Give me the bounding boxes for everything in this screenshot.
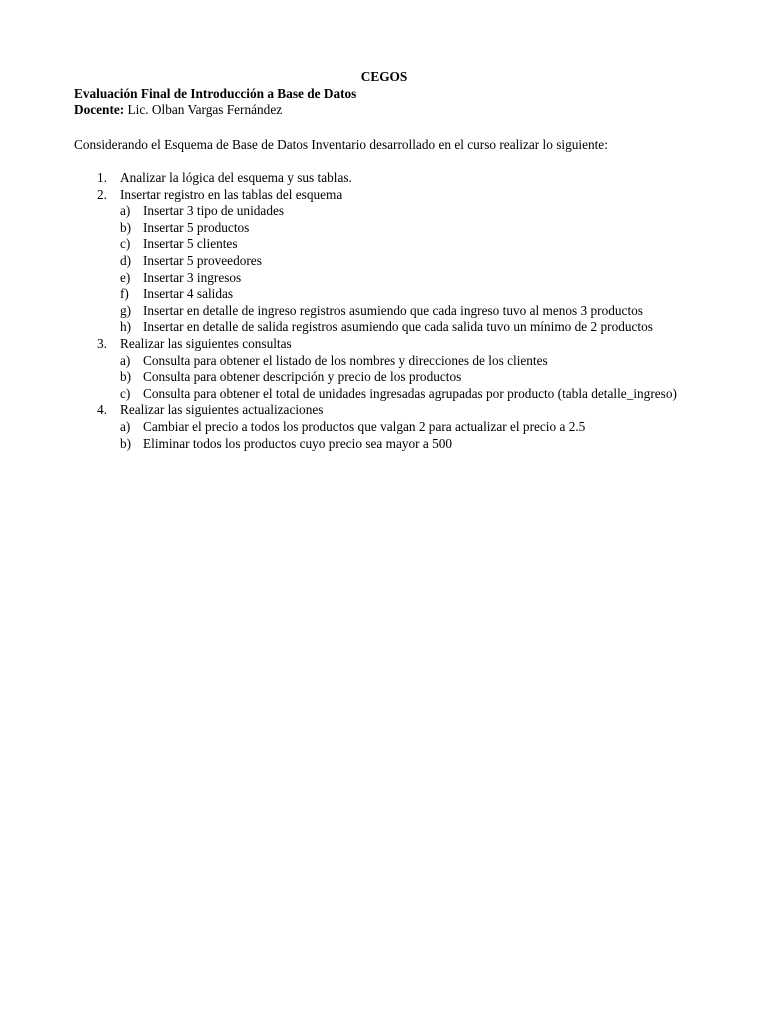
task-list [74,170,694,452]
subtask-text: Insertar 3 tipo de unidades [143,203,285,219]
subtask-item [120,203,694,220]
task-text: Analizar la lógica del esquema y sus tablas. [120,170,352,185]
subtask-item [120,436,694,453]
document-title: Evaluación Final de Introducción a Base de Datos [74,85,357,101]
document-header [74,69,694,119]
subtask-item [120,386,694,403]
subtask-list [120,353,694,403]
subtask-item [120,419,694,436]
subtask-letter: d) [120,252,132,268]
task-item [74,402,694,452]
subtask-letter: b) [120,435,132,451]
subtask-letter: e) [120,269,131,285]
subtask-list [120,419,694,452]
subtask-letter: f) [120,286,129,302]
subtask-letter: a) [120,203,131,219]
task-text: Insertar registro en las tablas del esquema [120,186,343,202]
subtask-letter: a) [120,352,131,368]
subtask-letter: g) [120,302,132,318]
subtask-item [120,353,694,370]
task-number: 2. [97,186,107,202]
task-text: Realizar las siguientes actualizaciones [120,402,324,418]
subtask-item [120,220,694,237]
subtask-letter: b) [120,219,132,235]
subtask-item [120,319,694,336]
subtask-item [120,303,694,320]
subtask-text: Insertar 5 clientes [143,236,238,252]
task-item [74,336,694,402]
subtask-text: Consulta para obtener descripción y precio de los productos [143,369,462,385]
subtask-list [120,203,694,336]
subtask-letter: a) [120,418,131,434]
teacher-name: Lic. Olban Vargas Fernández [124,102,283,118]
task-number: 3. [97,335,107,351]
subtask-text: Insertar 3 ingresos [143,269,242,285]
subtask-letter: h) [120,319,132,335]
subtask-text: Insertar 5 productos [143,219,250,235]
subtask-text: Consulta para obtener el listado de los nombres y direcciones de los clientes [143,352,548,368]
organization-name: CEGOS [360,69,408,84]
subtask-text: Insertar en detalle de ingreso registros asumiendo que cada ingreso tuvo al menos 3 productos [143,302,643,318]
task-number: 1. [97,170,107,185]
task-number: 4. [97,402,107,418]
subtask-text: Insertar 4 salidas [143,286,234,302]
subtask-item [120,253,694,270]
subtask-item [120,286,694,303]
subtask-letter: b) [120,369,132,385]
subtask-item [120,270,694,287]
subtask-text: Cambiar el precio a todos los productos que valgan 2 para actualizar el precio a 2.5 [143,418,586,434]
subtask-text: Insertar en detalle de salida registros asumiendo que cada salida tuvo un mínimo de 2 productos [143,319,653,335]
intro-paragraph: Considerando el Esquema de Base de Datos Inventario desarrollado en el curso realizar lo siguiente: [74,137,608,152]
subtask-item [120,369,694,386]
subtask-letter: c) [120,236,131,252]
subtask-text: Eliminar todos los productos cuyo precio sea mayor a 500 [143,435,453,451]
teacher-line [74,102,694,119]
task-item [74,170,694,187]
subtask-text: Consulta para obtener el total de unidades ingresadas agrupadas por producto (tabla detalle_ingreso) [143,385,677,401]
teacher-label: Docente: [74,102,125,118]
subtask-text: Insertar 5 proveedores [143,252,262,268]
subtask-letter: c) [120,385,131,401]
subtask-item [120,236,694,253]
task-text: Realizar las siguientes consultas [120,335,292,351]
task-item [74,187,694,336]
